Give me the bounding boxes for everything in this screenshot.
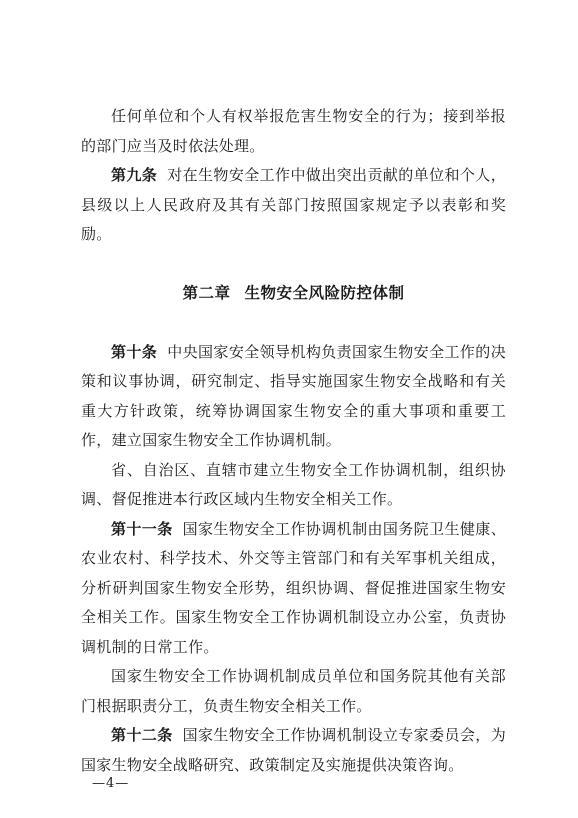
chapter-heading (81, 278, 506, 308)
chapter-title: 生物安全风险防控体制 (244, 283, 405, 302)
paragraph-text: 国家生物安全工作协调机制成员单位和国务院其他有关部门根据职责分工，负责生物安全相关工作。 (81, 667, 506, 715)
paragraph-text: 任何单位和个人有权举报危害生物安全的行为；接到举报的部门应当及时依法处理。 (81, 107, 506, 155)
paragraph-text: 中央国家安全领导机构负责国家生物安全工作的决策和议事协调，研究制定、指导实施国家生物安全战略和有关重大方针政策，统筹协调国家生物安全的重大事项和重要工作，建立国家生物安全工作协调机制。 (81, 342, 506, 449)
paragraph-text: 省、自治区、直辖市建立生物安全工作协调机制，组织协调、督促推进本行政区域内生物安全相关工作。 (81, 460, 506, 508)
article-heading: 第九条 (111, 166, 158, 184)
article-11 (81, 515, 506, 663)
article-heading: 第十条 (111, 342, 158, 361)
article-heading: 第十一条 (111, 519, 173, 538)
paragraph-text: 国家生物安全工作协调机制设立专家委员会，为国家生物安全战略研究、政策制定及实施提供决策咨询。 (81, 726, 506, 774)
article-12 (81, 721, 506, 780)
article-heading: 第十二条 (111, 726, 173, 744)
document-body (81, 102, 506, 780)
article-9 (81, 161, 506, 250)
article-10 (81, 338, 506, 456)
paragraph-provincial-mechanism (81, 456, 506, 515)
chapter-number: 第二章 (182, 283, 231, 302)
paragraph-text: 国家生物安全工作协调机制由国务院卫生健康、农业农村、科学技术、外交等主管部门和有关军事机关组成，分析研判国家生物安全形势，组织协调、督促推进国家生物安全相关工作。国家生物安全工作协调机制设立办公室，负责协调机制的日常工作。 (81, 519, 506, 656)
paragraph-report-duty (81, 102, 506, 161)
paragraph-member-units (81, 662, 506, 721)
page-number: —4— (92, 776, 130, 791)
paragraph-text: 对在生物安全工作中做出突出贡献的单位和个人，县级以上人民政府及其有关部门按照国家规定予以表彰和奖励。 (81, 166, 506, 243)
